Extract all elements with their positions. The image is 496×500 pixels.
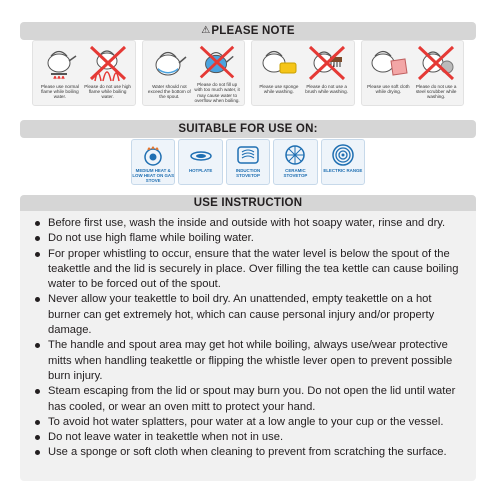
suitable-label: HOTPLATE: [188, 168, 213, 173]
note-do-soft-cloth: [365, 43, 413, 103]
note-card-water-level: [142, 40, 246, 106]
suitable-label: ELECTRIC RANGE: [323, 168, 363, 173]
instruction-item: Use a sponge or soft cloth when cleaning to prevent from scratching the surface.: [32, 445, 460, 460]
note-dont-steel-scrubber: [412, 43, 460, 103]
suitable-item-hotplate: [178, 139, 222, 185]
note-card-drying: [361, 40, 465, 106]
kettle-overfill-crossed-icon: [194, 43, 240, 81]
suitable-item-induction: [226, 139, 270, 185]
suitable-item-gas: [131, 139, 175, 185]
kettle-scrubber-crossed-icon: [413, 43, 459, 83]
hotplate-icon: [188, 142, 214, 168]
kettle-water-level-icon: [146, 43, 192, 83]
kettle-normal-flame-icon: [37, 43, 83, 83]
note-do-water-level: [146, 43, 194, 103]
note-caption: Water should not exceed the bottom of the spout.: [147, 84, 191, 100]
please-note-title: PLEASE NOTE: [211, 25, 295, 37]
suitable-label: INDUCTION STOVETOP: [235, 168, 261, 178]
please-note-header: [20, 22, 476, 40]
note-dont-high-flame: [84, 43, 132, 103]
kettle-cloth-icon: [365, 43, 411, 83]
suitable-title: SUITABLE FOR USE ON:: [178, 123, 318, 135]
note-card-flame: [32, 40, 136, 106]
note-dont-brush: [303, 43, 351, 103]
suitable-item-electric: [321, 139, 365, 185]
kettle-brush-crossed-icon: [304, 43, 350, 83]
suitable-header: [20, 120, 476, 138]
note-caption: Please use soft cloth while drying.: [367, 84, 410, 95]
instruction-item: Steam escaping from the lid or spout may burn you. Do not open the lid until water has cooled, or wear an oven mitt to protect your hand.: [32, 384, 460, 415]
instructions-list: [20, 211, 476, 461]
suitable-label: MEDIUM HEAT & LOW HEAT ON GAS STOVE: [132, 168, 175, 183]
ceramic-icon: [282, 142, 308, 168]
instruction-item: The handle and spout area may get hot while boiling, always use/wear protective mitts when handling teakettle or flipping the whistle lever open to prevent possible burn injury.: [32, 338, 460, 384]
electric-coil-icon: [330, 142, 356, 168]
instruction-item: To avoid hot water splatters, pour water at a low angle to your cup or the vessel.: [32, 415, 460, 430]
instruction-item: Do not use high flame while boiling water.: [32, 231, 460, 246]
note-caption: Please do not use a brush while washing.: [305, 84, 348, 95]
instruction-item: Never allow your teakettle to boil dry. An unattended, empty teakettle on a hot burner can get extremely hot, which can cause personal injury and/or property damage.: [32, 292, 460, 338]
induction-icon: [235, 142, 261, 168]
instructions-header: [20, 195, 476, 211]
warning-triangle-icon: ⚠: [201, 25, 211, 36]
note-card-washing: [251, 40, 355, 106]
note-do-normal-flame: [36, 43, 84, 103]
kettle-sponge-icon: [256, 43, 302, 83]
note-caption: Please do not fill up with too much water, it may cause water to overflow when boiling.: [194, 82, 240, 103]
note-do-sponge: [255, 43, 303, 103]
instructions-title: USE INSTRUCTION: [193, 197, 303, 209]
instruction-item: Before first use, wash the inside and outside with hot soapy water, rinse and dry.: [32, 216, 460, 231]
instructions-panel: [20, 211, 476, 481]
suitable-label: CERAMIC STOVETOP: [283, 168, 308, 178]
instruction-item: For proper whistling to occur, ensure that the water level is below the spout of the teakettle and the lid is securely in place. Over filling the tea kettle can cause boiling water to be forced out of the spout.: [32, 247, 460, 293]
kettle-high-flame-crossed-icon: [85, 43, 131, 83]
please-note-panel: [32, 40, 464, 106]
suitable-item-ceramic: [273, 139, 317, 185]
note-caption: Please use sponge while washing.: [259, 84, 299, 95]
suitable-panel: [131, 139, 365, 185]
note-caption: Please do not use high flame while boiling water.: [84, 84, 131, 100]
instruction-item: Do not leave water in teakettle when not in use.: [32, 430, 460, 445]
note-caption: Please do not use a steel scrubber while washing.: [415, 84, 457, 100]
note-dont-overfill: [193, 43, 241, 103]
note-caption: Please use normal flame while boiling water.: [40, 84, 79, 100]
gas-burner-icon: [140, 142, 166, 168]
